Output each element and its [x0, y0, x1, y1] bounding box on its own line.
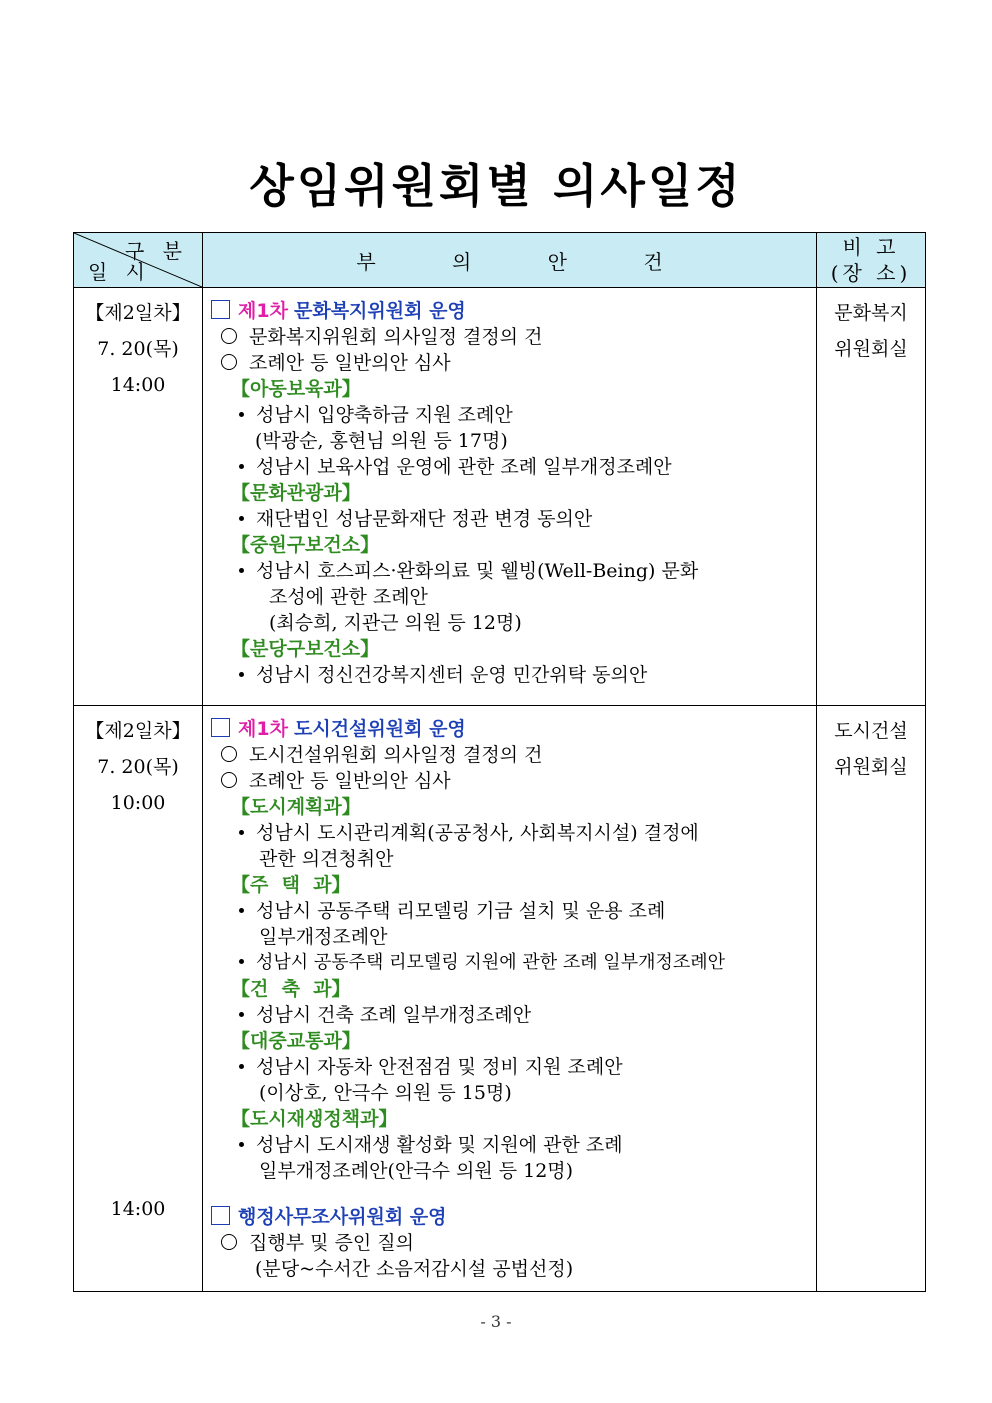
department-label: 【중원구보건소】	[231, 534, 380, 556]
session-date-cell	[74, 288, 203, 706]
dot-bullet-icon	[239, 830, 244, 835]
session-date: 7. 20(목)	[97, 338, 179, 360]
place-line2: 위원회실	[834, 756, 908, 778]
circle-bullet-icon	[221, 1234, 237, 1250]
schedule-table	[73, 232, 926, 1292]
dot-bullet-icon	[239, 908, 244, 913]
heading-main: 행정사무조사위원회 운영	[238, 1206, 447, 1228]
department-label: 【건 축 과】	[231, 978, 351, 1000]
bill-item	[209, 898, 812, 924]
dot-bullet-icon	[239, 412, 244, 417]
department-label: 【도시계획과】	[231, 796, 361, 818]
circle-bullet-icon	[221, 354, 237, 370]
bill-continuation: 일부개정조례안	[259, 926, 388, 948]
bill-continuation: 관한 의견청취안	[259, 848, 394, 870]
bill-text: 성남시 공동주택 리모델링 지원에 관한 조례 일부개정조례안	[256, 952, 726, 973]
session-row	[74, 706, 926, 1292]
agenda-text: 집행부 및 증인 질의	[249, 1232, 414, 1254]
dot-bullet-icon	[239, 1142, 244, 1147]
session-agenda	[203, 288, 817, 706]
agenda-circle-item	[209, 768, 812, 794]
dot-bullet-icon	[239, 516, 244, 521]
bill-text: 성남시 입양축하금 지원 조례안	[256, 404, 513, 426]
agenda-circle-item	[209, 1230, 812, 1256]
bill-item	[209, 558, 812, 584]
header-agenda: 부 의 안 건	[203, 233, 817, 288]
session-day: 【제2일차】	[85, 302, 191, 324]
dot-bullet-icon	[239, 672, 244, 677]
bill-item	[209, 950, 812, 976]
department-label: 【주 택 과】	[231, 874, 351, 896]
committee-heading	[209, 1204, 812, 1230]
session-date: 7. 20(목)	[97, 756, 179, 778]
square-bullet-icon	[211, 1206, 230, 1225]
heading-main: 도시건설위원회 운영	[293, 718, 466, 740]
committee-heading	[209, 716, 812, 742]
place-line2: 위원회실	[834, 338, 908, 360]
bill-item	[209, 402, 812, 428]
bill-continuation: 조성에 관한 조례안	[269, 586, 428, 608]
bill-item	[209, 1132, 812, 1158]
dot-bullet-icon	[239, 1012, 244, 1017]
bill-text: 성남시 건축 조례 일부개정조례안	[256, 1004, 532, 1026]
session-place-cell	[817, 288, 926, 706]
dot-bullet-icon	[239, 568, 244, 573]
session-agenda	[203, 706, 817, 1292]
session-date-cell	[74, 706, 203, 1292]
bill-continuation: 일부개정조례안(안극수 의원 등 12명)	[259, 1160, 574, 1182]
department-label: 【아동보육과】	[231, 378, 361, 400]
bill-item	[209, 506, 812, 532]
bill-item	[209, 820, 812, 846]
bill-text: 성남시 호스피스·완화의료 및 웰빙(Well-Being) 문화	[256, 560, 699, 582]
bill-text: 성남시 보육사업 운영에 관한 조례 일부개정조례안	[256, 456, 672, 478]
bill-text: 성남시 자동차 안전점검 및 정비 지원 조례안	[256, 1056, 623, 1078]
dot-bullet-icon	[239, 959, 244, 964]
bill-continuation: (최승희, 지관근 의원 등 12명)	[269, 612, 522, 634]
circle-bullet-icon	[221, 746, 237, 762]
circle-bullet-icon	[221, 328, 237, 344]
bill-item	[209, 1054, 812, 1080]
agenda-text: 도시건설위원회 의사일정 결정의 건	[249, 744, 543, 766]
agenda-circle-item	[209, 350, 812, 376]
agenda-text: 문화복지위원회 의사일정 결정의 건	[249, 326, 543, 348]
header-datetime: 일 시	[88, 260, 151, 284]
bill-item	[209, 662, 812, 688]
session-time: 10:00	[110, 792, 166, 814]
heading-main: 문화복지위원회 운영	[293, 300, 466, 322]
session-row	[74, 288, 926, 706]
heading-prefix: 제1차	[238, 718, 288, 740]
agenda-circle-item	[209, 324, 812, 350]
page-number: - 3 -	[480, 1312, 512, 1331]
header-note-line2: (장 소)	[830, 261, 912, 285]
square-bullet-icon	[211, 718, 230, 737]
session-time-2: 14:00	[110, 1198, 166, 1220]
circle-bullet-icon	[221, 772, 237, 788]
bill-item	[209, 454, 812, 480]
dot-bullet-icon	[239, 1064, 244, 1069]
agenda-circle-item	[209, 742, 812, 768]
bill-text: 재단법인 성남문화재단 정관 변경 동의안	[256, 508, 593, 530]
table-header-row	[74, 233, 926, 288]
header-note	[817, 233, 926, 288]
heading-prefix: 제1차	[238, 300, 288, 322]
session-time: 14:00	[110, 374, 166, 396]
place-line1: 문화복지	[834, 302, 908, 324]
square-bullet-icon	[211, 300, 230, 319]
session-day: 【제2일차】	[85, 720, 191, 742]
bill-item	[209, 1002, 812, 1028]
bill-continuation: (이상호, 안극수 의원 등 15명)	[259, 1082, 512, 1104]
department-label: 【대중교통과】	[231, 1030, 361, 1052]
bill-text: 성남시 정신건강복지센터 운영 민간위탁 동의안	[256, 664, 648, 686]
dot-bullet-icon	[239, 464, 244, 469]
agenda-continuation: (분당~수서간 소음저감시설 공법선정)	[255, 1258, 574, 1280]
bill-text: 성남시 도시관리계획(공공청사, 사회복지시설) 결정에	[256, 822, 699, 844]
page-title: 상임위원회별 의사일정	[249, 159, 743, 213]
place-line1: 도시건설	[834, 720, 908, 742]
bill-text: 성남시 도시재생 활성화 및 지원에 관한 조례	[256, 1134, 623, 1156]
agenda-text: 조례안 등 일반의안 심사	[249, 352, 451, 374]
department-label: 【문화관광과】	[231, 482, 361, 504]
header-date-cell	[74, 233, 203, 288]
bill-text: 성남시 공동주택 리모델링 기금 설치 및 운용 조례	[256, 900, 666, 922]
bill-continuation: (박광순, 홍현님 의원 등 17명)	[255, 430, 508, 452]
department-label: 【분당구보건소】	[231, 638, 380, 660]
agenda-text: 조례안 등 일반의안 심사	[249, 770, 451, 792]
committee-heading	[209, 298, 812, 324]
header-note-line1: 비 고	[842, 235, 900, 259]
session-place-cell	[817, 706, 926, 1292]
header-category: 구 분	[125, 239, 188, 263]
department-label: 【도시재생정책과】	[231, 1108, 398, 1130]
